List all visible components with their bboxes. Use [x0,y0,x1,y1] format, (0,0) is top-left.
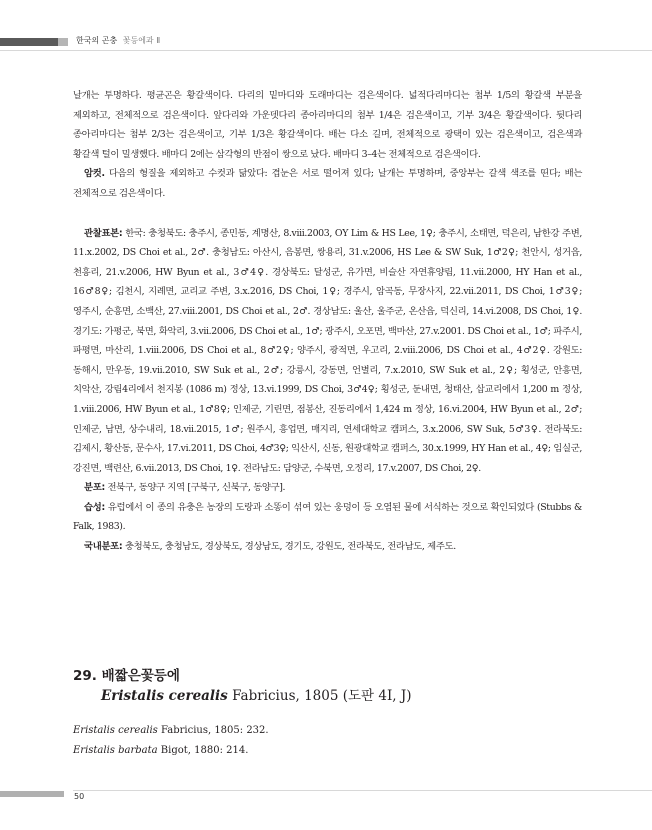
records-text: 한국: 충청북도: 충주시, 종민동, 계명산, 8.viii.2003, OY Lim & HS Lee, 1♀; 충주시, 소태면, 덕은리, 남한강 주변, 11.x.2002, DS Choi et al., 2♂. 충청남도: 아산시, 음봉면, 쌍용리, 31.v.2006, HS Lee & SW Suk, 1♂2♀; 천안시, 성거읍, 천흥리, 21.v.2006, HW Byun et al., 3♂4♀. 경상북도: 달성군, 유가면, 비슬산 자연휴양림, 11.vii.2000, HY Han et al., 16♂8♀; 김천시, 지례면, 교리교 주변, 3.x.2016, DS Choi, 1♀; 경주시, 암곡동, 무장사지, 22.vii.2011, DS Choi, 1♂3♀; 영주시, 순흥면, 소백산, 27.viii.2001, DS Choi et al., 2♂. 경상남도: 울산, 울주군, 온산읍, 덕신리, 14.vi.2008, DS Choi, 1♀. 경기도: 가평군, 북면, 화악리, 3.vii.2006, DS Choi et al., 1♂; 광주시, 오포면, 백마산, 27.v.2001. DS Choi et al., 1♂; 파주시, 파평면, 마산리, 1.viii.2006, DS Choi et al., 8♂2♀; 양주시, 광적면, 우고리, 2.viii.2006, DS Choi et al., 4♂2♀. 강원도: 동해시, 만우동, 19.vii.2010, SW Suk et al., 2♂; 강릉시, 강동면, 언별리, 7.x.2010, SW Suk et al., 2♀; 횡성군, 안흥면, 치악산, 강림4리에서 천지봉 (1086 m) 정상, 13.vi.1999, DS Choi, 3♂4♀; 횡성군, 둔내면, 청태산, 삽교리에서 1,200 m 정상, 1.viii.2006, HW Byun et al., 1♂8♀; 인제군, 기린면, 점봉산, 진동리에서 1,424 m 정상, 16.vi.2004, HW Byun et al., 2♂; 인제군, 남면, 상수내리, 18.vii.2015, 1♂; 원주시, 흥업면, 매지리, 연세대학교 캠퍼스, 3.x.2006, SW Suk, 5♂3♀. 전라북도: 김제시, 황산동, 문수사, 17.vi.2011, DS Choi, 4♂3♀; 익산시, 신동, 원광대학교 캠퍼스, 30.x.1999, HY Han et al., 4♀; 임실군, 강진면, 백련산, 6.vii.2013, DS Choi, 1♀. 전라남도: 담양군, 수북면, 오정리, 17.v.2007, DS Choi, 2♀. [73,227,582,474]
header-bar-dark [0,38,58,46]
domestic-text: 충청북도, 충청남도, 경상북도, 경상남도, 경기도, 강원도, 전라북도, 전라남도, 제주도. [122,541,456,553]
distribution-text: 전북구, 동양구 지역 [구북구, 신북구, 동양구]. [104,482,286,494]
running-header [76,35,160,46]
synonym-line [73,745,248,756]
distribution-paragraph [73,478,582,498]
section-gap [73,204,582,224]
domestic-label: 국내분포: [84,541,123,553]
female-label: 암컷. [84,168,105,180]
species-author: Fabricius, 1805 (도판 4I, J) [227,688,412,704]
female-text: 다음의 형질을 제외하고 수컷과 닮았다: 겹눈은 서로 떨어져 있다; 날개는 투명하며, 중앙부는 갈색 색조를 띤다; 배는 전체적으로 검은색이다. [73,168,582,199]
header-bar-light [58,38,68,46]
footer-rule [73,790,652,791]
scientific-name: Eristalis cerealis [101,688,228,704]
habitat-label: 습성: [84,501,105,513]
records-paragraph [73,224,582,479]
footer-bar [0,791,64,797]
synonym-citation: Fabricius, 1805: 232. [157,725,269,736]
book-title: 한국의 곤충 [76,36,118,45]
domestic-distribution-paragraph [73,537,582,557]
species-scientific-name [101,684,412,704]
volume-title: 꽃등에과 Ⅱ [122,36,161,45]
synonym-line [73,725,269,736]
synonym-citation: Bigot, 1880: 214. [157,745,249,756]
header-rule [0,50,652,51]
species-heading: 29. 배짧은꽃등에 [73,668,180,684]
female-paragraph [73,164,582,203]
page-number: 50 [74,792,85,801]
synonym-name: Eristalis barbata [73,745,158,756]
distribution-label: 분포: [84,482,105,494]
habitat-paragraph [73,498,582,537]
records-label: 관찰표본: [84,227,123,239]
habitat-text: 유럽에서 이 종의 유충은 농장의 도랑과 소똥이 섞여 있는 웅덩이 등 오염된 물에 서식하는 것으로 확인되었다 (Stubbs & Falk, 1983). [73,501,582,533]
main-text [73,86,582,557]
description-paragraph: 날개는 투명하다. 평균곤은 황갈색이다. 다리의 밑마디와 도래마디는 검은색이다. 넓적다리마디는 첨부 1/5의 황갈색 부분을 제외하고, 전체적으로 검은색이다. 앞다리와 가운뎃다리 종아리마디의 첨부 1/4은 검은색이고, 기부 3/4은 황갈색이다. 뒷다리 종아리마디는 첨부 2/3는 검은색이고, 기부 1/3은 황갈색이다. 배는 다소 길며, 전체적으로 광택이 있는 검은색이고, 검은색과 황갈색 털이 밀생했다. 배마디 2에는 삼각형의 반점이 쌍으로 났다. 배마디 3–4는 전체적으로 검은색이다. [73,90,582,160]
synonym-name: Eristalis cerealis [73,725,158,736]
